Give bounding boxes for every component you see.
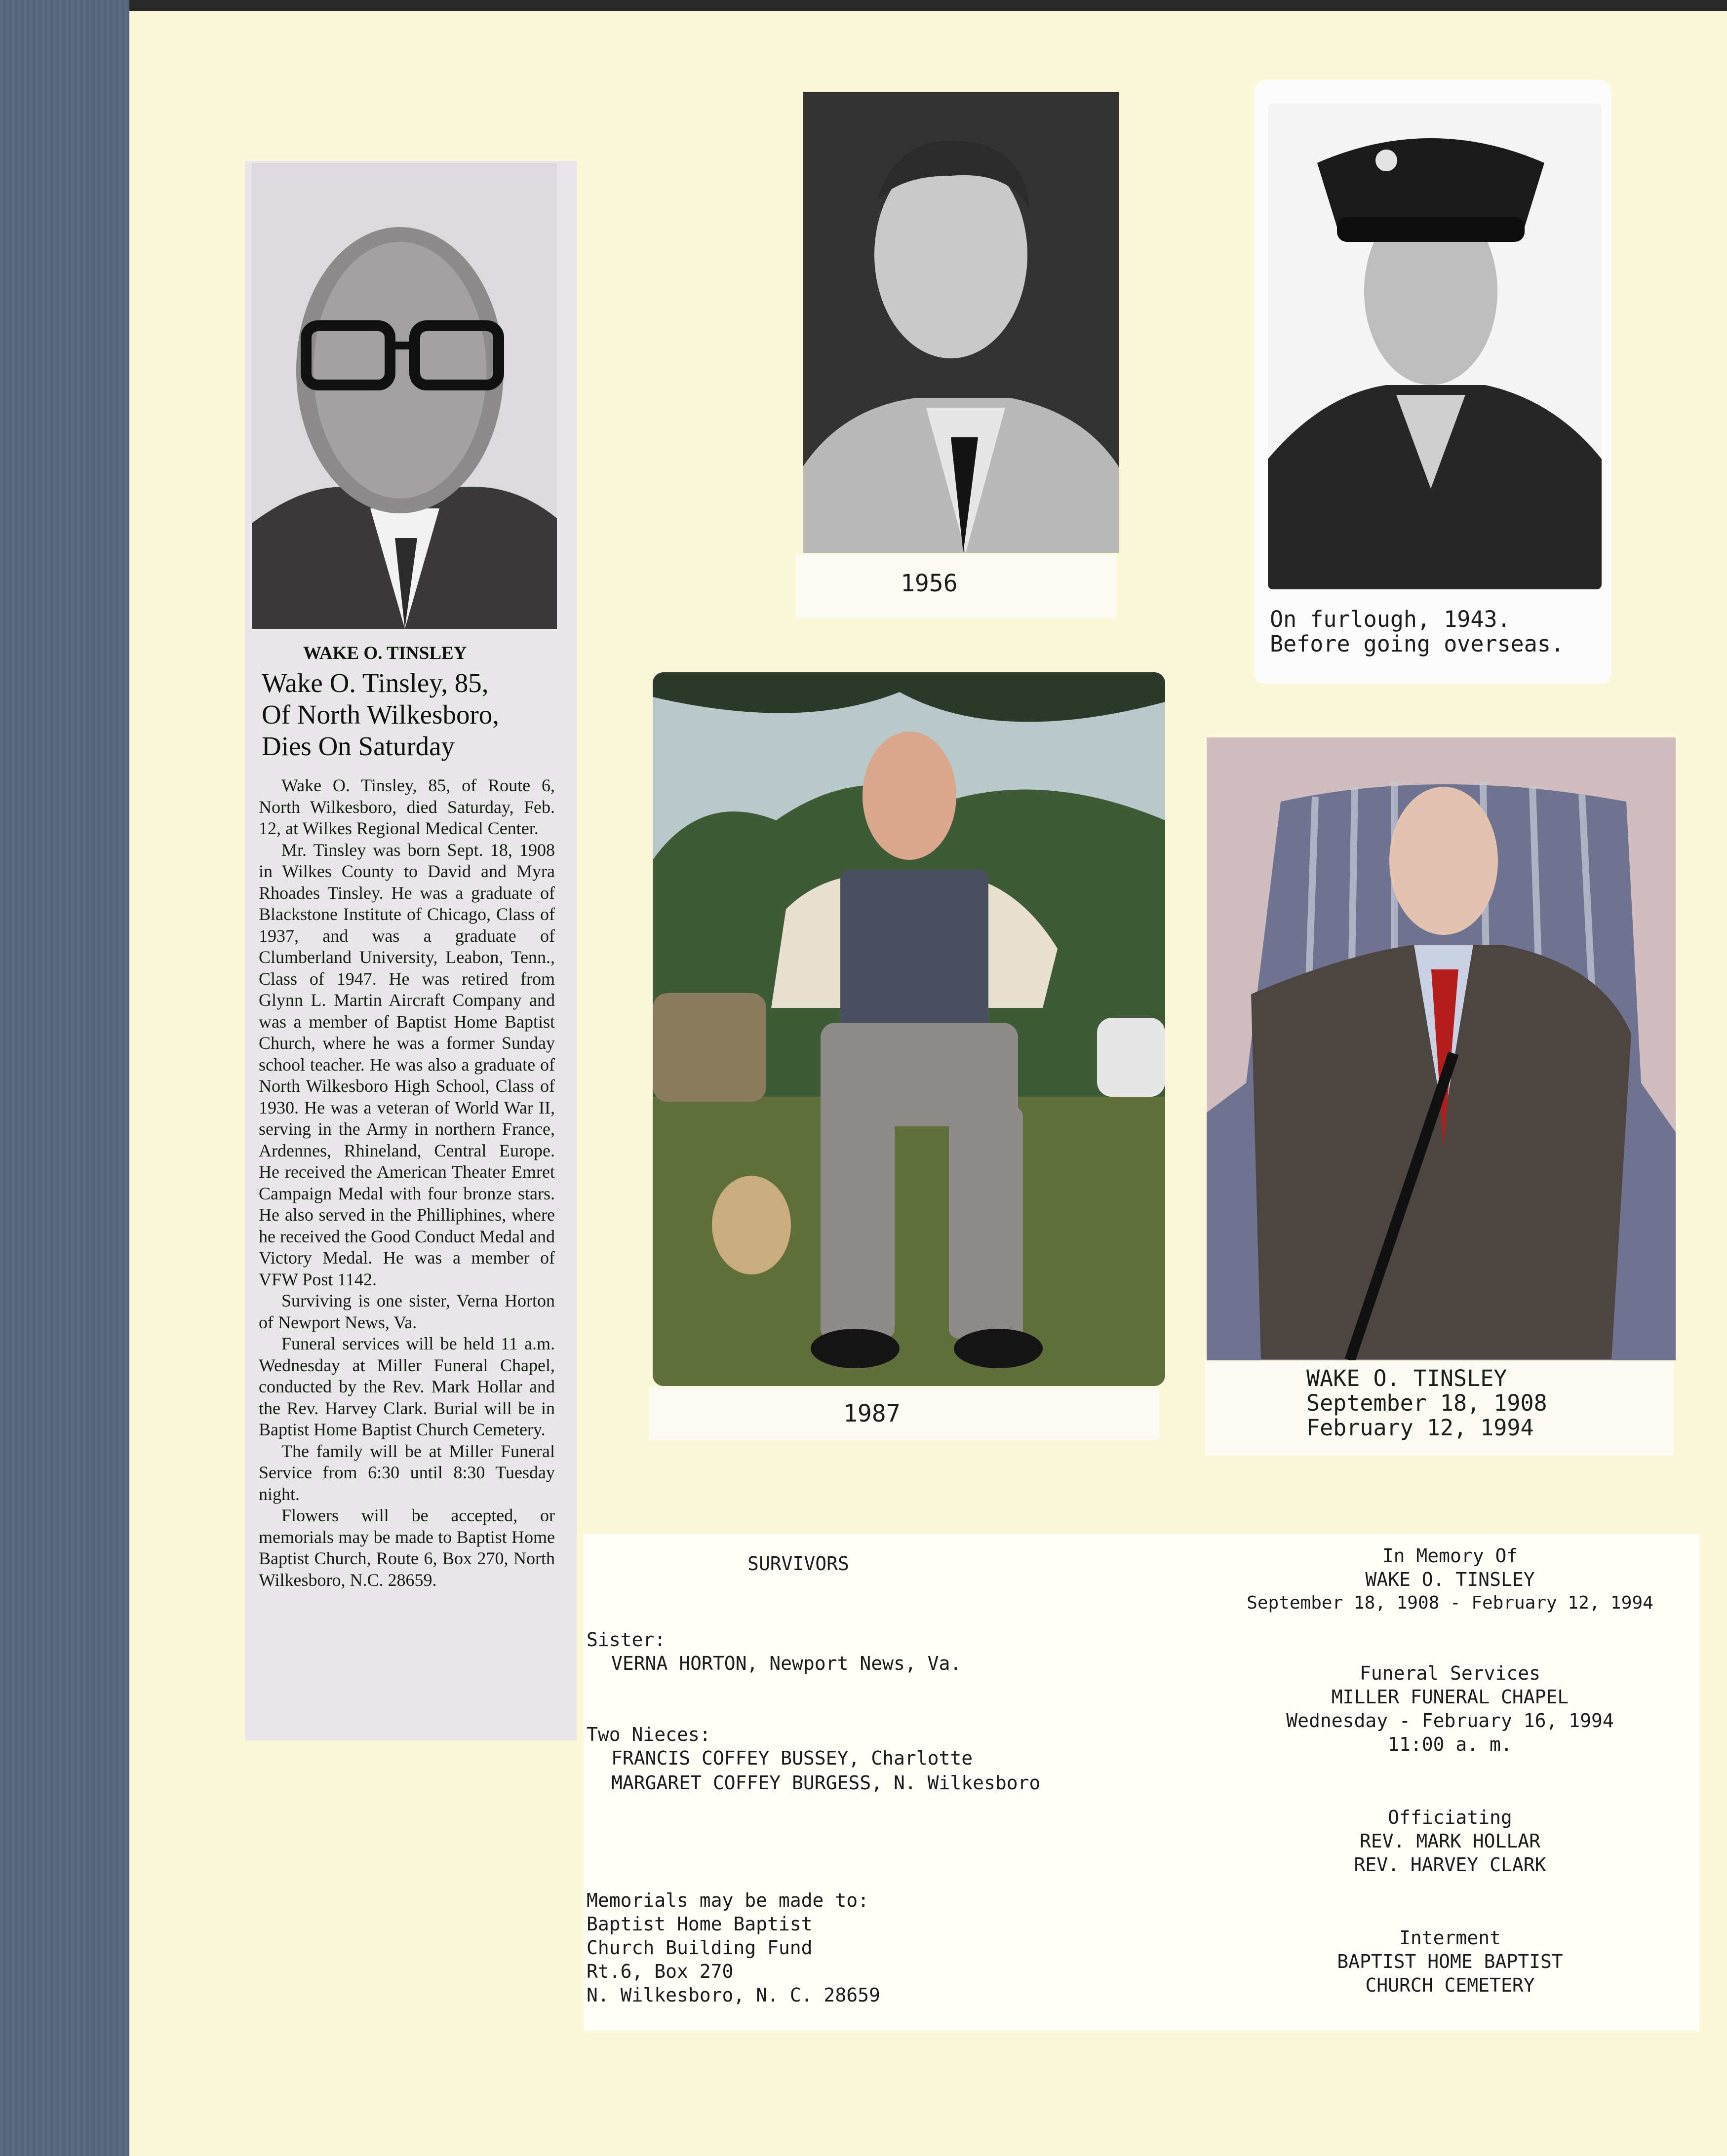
memorials-line: N. Wilkesboro, N. C. 28659 bbox=[587, 1984, 880, 2006]
obituary-paragraph: Flowers will be accepted, or memorials may be made to Baptist Home Baptist Church, Route 6, Box 270, North Wilkesboro, N.C. 28659. bbox=[259, 1505, 555, 1590]
obituary-paragraph: Mr. Tinsley was born Sept. 18, 1908 in Wilkes County to David and Myra Rhoades Tinsley. He was a graduate of Blackstone Institute of Chicago, Class of 1937, and was a graduate of Clumberland University, Leabon, Tenn., Class of 1947. He was retired from Glynn L. Martin Aircraft Company and was a member of Baptist Home Baptist Church, where he was a former Sunday school teacher. He was also a graduate of North Wilkesboro High School, Class of 1930. He was a veteran of World War II, serving in the Army in northern France, Ardennes, Rhineland, Central Europe. He received the American Theater Emret Campaign Medal with four bronze stars. He also served in the Philliphines, where he received the Good Conduct Medal and Victory Medal. He was a member of VFW Post 1142. bbox=[259, 840, 555, 1289]
caption-1987-text: 1987 bbox=[843, 1400, 901, 1427]
funeral-line: 11:00 a. m. bbox=[1388, 1733, 1512, 1755]
obituary-text bbox=[259, 775, 555, 1591]
memorials-line: Baptist Home Baptist bbox=[587, 1913, 813, 1935]
interment-line: Interment bbox=[1399, 1927, 1501, 1949]
in-memory-line: September 18, 1908 - February 12, 1994 bbox=[1247, 1593, 1653, 1613]
in-memory-line: In Memory Of bbox=[1382, 1545, 1518, 1567]
interment-line: BAPTIST HOME BAPTIST bbox=[1337, 1951, 1563, 1972]
officiating-line: Officiating bbox=[1388, 1807, 1512, 1828]
caption-furlough-line: On furlough, 1943. bbox=[1270, 606, 1511, 632]
obituary-paragraph: Wake O. Tinsley, 85, of Route 6, North Wilkesboro, died Saturday, Feb. 12, at Wilkes Regional Medical Center. bbox=[259, 775, 555, 838]
officiating-line: REV. MARK HOLLAR bbox=[1359, 1830, 1541, 1852]
headline-line: Dies On Saturday bbox=[262, 731, 455, 761]
headline-line: Wake O. Tinsley, 85, bbox=[262, 668, 489, 698]
caption-portrait bbox=[1205, 1361, 1674, 1455]
in-memory-line: WAKE O. TINSLEY bbox=[1365, 1569, 1535, 1590]
photo-furlough-1943 bbox=[1268, 104, 1602, 589]
caption-furlough bbox=[1264, 601, 1605, 660]
funeral-line: MILLER FUNERAL CHAPEL bbox=[1331, 1686, 1569, 1708]
album-spine bbox=[0, 0, 129, 2156]
top-edge-shadow bbox=[129, 0, 1727, 11]
nieces-label: Two Nieces: bbox=[587, 1724, 711, 1745]
caption-1956 bbox=[796, 555, 1116, 618]
interment-line: CHURCH CEMETERY bbox=[1365, 1974, 1535, 1996]
sister-name: VERNA HORTON, Newport News, Va. bbox=[611, 1653, 962, 1674]
sister-label: Sister: bbox=[587, 1629, 666, 1651]
memorials-line: Rt.6, Box 270 bbox=[587, 1961, 734, 1982]
survivors-heading: SURVIVORS bbox=[747, 1553, 849, 1575]
photo-1987 bbox=[653, 672, 1165, 1386]
caption-portrait-died: February 12, 1994 bbox=[1306, 1415, 1534, 1441]
memorials-line: Church Building Fund bbox=[587, 1937, 813, 1959]
niece-name: MARGARET COFFEY BURGESS, N. Wilkesboro bbox=[611, 1772, 1041, 1794]
card-right-column bbox=[1201, 1544, 1699, 1997]
caption-furlough-line: Before going overseas. bbox=[1270, 631, 1565, 657]
headline-line: Of North Wilkesboro, bbox=[262, 699, 500, 730]
funeral-line: Funeral Services bbox=[1359, 1662, 1541, 1684]
obituary-headline bbox=[262, 667, 568, 762]
obituary-paragraph: Funeral services will be held 11 a.m. Wednesday at Miller Funeral Chapel, conducted by the Rev. Mark Hollar and the Rev. Harvey Clark. Burial will be in Baptist Home Baptist Church Cemetery. bbox=[259, 1334, 555, 1439]
caption-portrait-born: September 18, 1908 bbox=[1306, 1390, 1547, 1416]
caption-1956-text: 1956 bbox=[901, 570, 958, 597]
niece-name: FRANCIS COFFEY BUSSEY, Charlotte bbox=[611, 1747, 973, 1769]
photo-armchair-portrait bbox=[1207, 737, 1676, 1360]
obituary-paragraph: The family will be at Miller Funeral Service from 6:30 until 8:30 Tuesday night. bbox=[259, 1441, 555, 1504]
officiating-line: REV. HARVEY CLARK bbox=[1354, 1854, 1546, 1876]
memorials-line: Memorials may be made to: bbox=[587, 1889, 869, 1911]
caption-1987 bbox=[649, 1387, 1159, 1440]
photo-1956 bbox=[803, 92, 1119, 553]
caption-portrait-name: WAKE O. TINSLEY bbox=[1306, 1365, 1507, 1391]
obituary-paragraph: Surviving is one sister, Verna Horton of Newport News, Va. bbox=[259, 1291, 555, 1332]
obituary-name-header: WAKE O. TINSLEY bbox=[303, 643, 467, 663]
funeral-line: Wednesday - February 16, 1994 bbox=[1286, 1710, 1614, 1732]
obituary-photo bbox=[252, 163, 557, 629]
memorial-card bbox=[584, 1534, 1699, 2031]
